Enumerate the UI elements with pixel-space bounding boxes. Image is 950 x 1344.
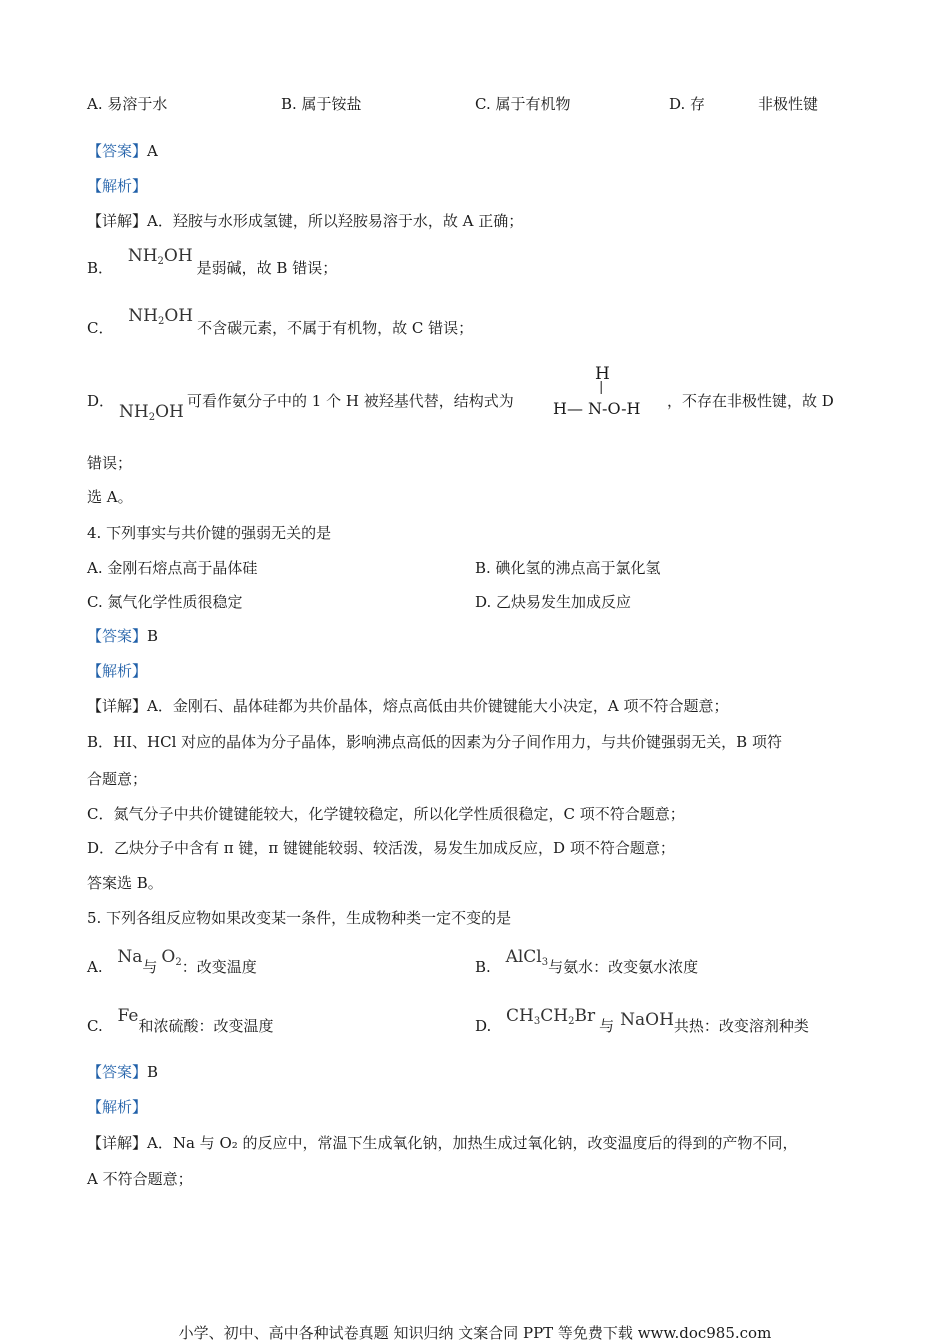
struct-bond-vertical: | <box>599 380 604 395</box>
formula-na: Na <box>117 947 143 967</box>
q4-conclusion: 答案选 B。 <box>87 874 163 892</box>
formula-nh2oh: $NH_2OH$ <box>119 402 184 423</box>
formula-alcl3: AlCl$_3$ <box>505 947 549 968</box>
q3-conclusion: 选 A。 <box>87 488 133 506</box>
q3-analysis-tag: 【解析】 <box>87 177 148 195</box>
q5-option-d: D. $CH_3CH_2Br$ 与 NaOH共热：改变溶剂种类 <box>475 1006 809 1035</box>
structural-formula <box>553 365 653 421</box>
page-footer: 小学、初中、高中各种试卷真题 知识归纳 文案合同 PPT 等免费下载 www.doc985.com <box>178 1324 772 1342</box>
formula-naoh: NaOH <box>620 1010 674 1030</box>
q5-stem: 5. 下列各组反应物如果改变某一条件，生成物种类一定不变的是 <box>87 909 512 927</box>
struct-row: H— N-O-H <box>553 399 641 418</box>
q5-analysis-tag: 【解析】 <box>87 1098 148 1116</box>
q3-answer: 【答案】A <box>87 142 158 160</box>
q4-detail-b2: 合题意； <box>87 770 148 788</box>
q4-option-d: D. 乙炔易发生加成反应 <box>475 593 632 611</box>
q4-option-c: C. 氮气化学性质很稳定 <box>87 593 243 611</box>
q3-detail-d-prefix: D． <box>87 392 115 410</box>
q3-option-c: C. 属于有机物 <box>475 95 571 113</box>
q5-detail-a2: A 不符合题意； <box>87 1170 193 1188</box>
q4-detail-c: C．氮气分子中共价键键能较大，化学键较稳定，所以化学性质很稳定，C 项不符合题意； <box>87 805 685 823</box>
q3-detail-b: B． $NH_2OH$是弱碱，故 B 错误； <box>87 246 338 277</box>
q4-option-a: A. 金刚石熔点高于晶体硅 <box>87 559 258 577</box>
q3-detail-d-text2: ，不存在非极性键，故 D <box>667 392 834 410</box>
q5-option-c: C. Fe和浓硫酸：改变温度 <box>87 1006 274 1035</box>
q3-detail-d-text3: 错误； <box>87 454 133 472</box>
q4-detail-b1: B．HI、HCl 对应的晶体为分子晶体，影响沸点高低的因素为分子间作用力，与共价键强弱无关，B 项符 <box>87 733 782 751</box>
q3-option-a: A. 易溶于水 <box>87 95 168 113</box>
q3-option-b: B. 属于铵盐 <box>281 95 362 113</box>
q3-detail-c: C． $NH_2OH$不含碳元素，不属于有机物，故 C 错误； <box>87 306 474 337</box>
q4-detail-d: D．乙炔分子中含有 π 键，π 键键能较弱、较活泼，易发生加成反应，D 项不符合题意； <box>87 839 675 857</box>
formula-fe: Fe <box>117 1006 139 1026</box>
q3-detail-d-text: 可看作氨分子中的 1 个 H 被羟基代替，结构式为 <box>187 392 514 410</box>
q5-detail-a1: 【详解】A．Na 与 O₂ 的反应中，常温下生成氧化钠，加热生成过氧化钠，改变温度后的得到的产物不同， <box>87 1134 798 1152</box>
formula-ch3ch2br: $CH_3CH_2Br$ <box>506 1006 596 1027</box>
q5-answer: 【答案】B <box>87 1063 159 1081</box>
q4-stem: 4. 下列事实与共价键的强弱无关的是 <box>87 524 332 542</box>
q3-option-d-tail: 非极性键 <box>758 95 819 113</box>
q5-option-b: B. AlCl$_3$与氨水：改变氨水浓度 <box>475 947 699 976</box>
q5-option-a: A. Na与 $O_2$：改变温度 <box>87 947 257 976</box>
q4-detail-a: 【详解】A．金刚石、晶体硅都为共价晶体，熔点高低由共价键键能大小决定，A 项不符合题意； <box>87 697 729 715</box>
q4-analysis-tag: 【解析】 <box>87 662 148 680</box>
formula-nh2oh: $NH_2OH$ <box>128 306 194 327</box>
q3-detail-a: 【详解】A．羟胺与水形成氢键，所以羟胺易溶于水，故 A 正确； <box>87 212 524 230</box>
formula-o2: $O_2$ <box>161 947 182 968</box>
q4-answer: 【答案】B <box>87 627 159 645</box>
q3-option-d: D. 存 <box>669 95 706 113</box>
formula-nh2oh: $NH_2OH$ <box>127 246 193 267</box>
struct-top-h: H <box>595 364 610 384</box>
q4-option-b: B. 碘化氢的沸点高于氯化氢 <box>475 559 661 577</box>
q3-detail-d-formula <box>119 402 184 428</box>
